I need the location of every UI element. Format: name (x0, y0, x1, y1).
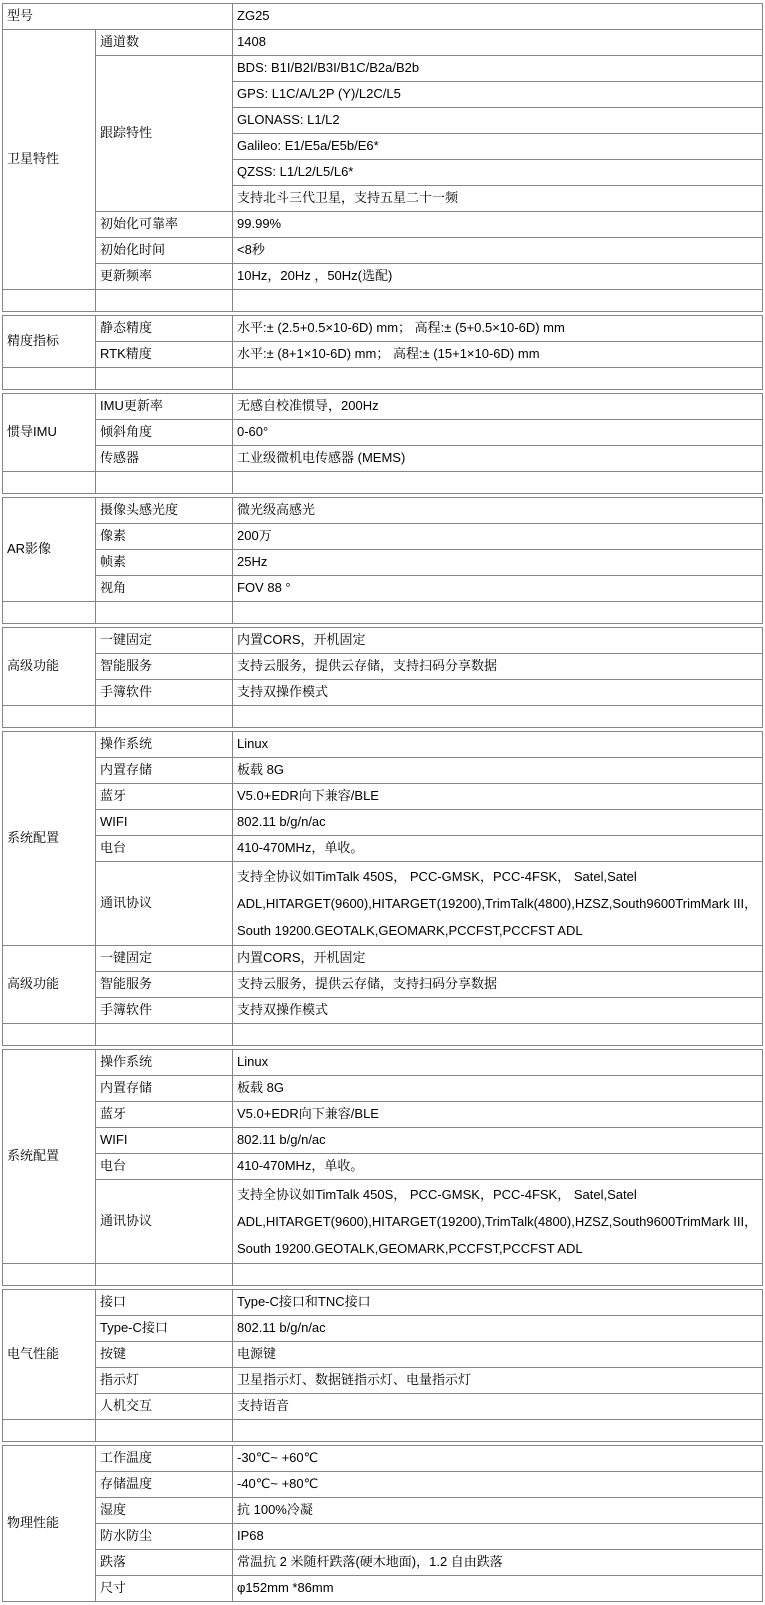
attribute-cell: 防水防尘 (96, 1524, 233, 1550)
attribute-cell: 电台 (96, 1154, 233, 1180)
value-cell: GPS: L1C/A/L2P (Y)/L2C/L5 (233, 82, 763, 108)
table-row (3, 1154, 763, 1180)
value-cell: -40℃~ +80℃ (233, 1472, 763, 1498)
spacer-cell (3, 472, 96, 494)
value-cell: QZSS: L1/L2/L5/L6* (233, 160, 763, 186)
spec-table (2, 627, 763, 728)
spacer-cell (96, 290, 233, 312)
table-row (3, 810, 763, 836)
table-row (3, 1102, 763, 1128)
attribute-cell: 蓝牙 (96, 1102, 233, 1128)
value-cell: 支持北斗三代卫星，支持五星二十一频 (233, 186, 763, 212)
value-cell: 410-470MHz，单收。 (233, 1154, 763, 1180)
attribute-cell: 视角 (96, 576, 233, 602)
table-row (3, 1368, 763, 1394)
value-cell: Galileo: E1/E5a/E5b/E6* (233, 134, 763, 160)
attribute-cell: 跌落 (96, 1550, 233, 1576)
table-row (3, 862, 763, 946)
category-cell: 电气性能 (3, 1290, 96, 1420)
attribute-cell: 手簿软件 (96, 680, 233, 706)
spacer-row (3, 1264, 763, 1286)
table-row (3, 1472, 763, 1498)
value-cell: 1408 (233, 30, 763, 56)
value-cell: -30℃~ +60℃ (233, 1446, 763, 1472)
spec-table (2, 393, 763, 494)
category-cell: AR影像 (3, 498, 96, 602)
spacer-row (3, 472, 763, 494)
spacer-row (3, 290, 763, 312)
table-row (3, 4, 763, 30)
value-cell: 板载 8G (233, 1076, 763, 1102)
value-cell: GLONASS: L1/L2 (233, 108, 763, 134)
spacer-cell (233, 1420, 763, 1442)
table-row (3, 212, 763, 238)
value-cell: 无感自校准惯导，200Hz (233, 394, 763, 420)
spacer-cell (96, 1420, 233, 1442)
value-cell: ZG25 (233, 4, 763, 30)
table-row (3, 316, 763, 342)
table-row (3, 946, 763, 972)
table-row (3, 1498, 763, 1524)
table-row (3, 420, 763, 446)
spacer-cell (233, 1264, 763, 1286)
value-cell: 支持双操作模式 (233, 998, 763, 1024)
attribute-cell: Type-C接口 (96, 1316, 233, 1342)
attribute-cell: 帧素 (96, 550, 233, 576)
table-row (3, 446, 763, 472)
attribute-cell: 一键固定 (96, 946, 233, 972)
spacer-cell (3, 1024, 96, 1046)
value-cell: 支持全协议如TimTalk 450S， PCC-GMSK，PCC-4FSK， Satel,Satel ADL,HITARGET(9600),HITARGET(19200),TrimTalk(4800),HZSZ,South9600TrimMark III，South 19200.GEOTALK,GEOMARK,PCCFST,PCCFST ADL (233, 1180, 763, 1264)
value-cell: V5.0+EDR向下兼容/BLE (233, 784, 763, 810)
value-cell: 内置CORS，开机固定 (233, 628, 763, 654)
value-cell: 99.99% (233, 212, 763, 238)
value-cell: 802.11 b/g/n/ac (233, 1128, 763, 1154)
category-cell: 高级功能 (3, 946, 96, 1024)
value-cell: 常温抗 2 米随杆跌落(硬木地面)，1.2 自由跌落 (233, 1550, 763, 1576)
table-row (3, 628, 763, 654)
spacer-cell (3, 706, 96, 728)
attribute-cell: 存储温度 (96, 1472, 233, 1498)
table-row (3, 524, 763, 550)
spacer-cell (3, 290, 96, 312)
spacer-cell (96, 706, 233, 728)
table-row (3, 1550, 763, 1576)
table-row (3, 680, 763, 706)
attribute-cell: 接口 (96, 1290, 233, 1316)
spacer-row (3, 602, 763, 624)
spacer-row (3, 368, 763, 390)
category-cell: 系统配置 (3, 732, 96, 946)
value-cell: 10Hz，20Hz ，50Hz(选配) (233, 264, 763, 290)
value-cell: FOV 88 ° (233, 576, 763, 602)
attribute-cell: WIFI (96, 810, 233, 836)
value-cell: BDS: B1I/B2I/B3I/B1C/B2a/B2b (233, 56, 763, 82)
spec-table (2, 315, 763, 390)
attribute-cell: WIFI (96, 1128, 233, 1154)
spec-table (2, 731, 763, 1046)
spacer-row (3, 1420, 763, 1442)
value-cell: 卫星指示灯、数据链指示灯、电量指示灯 (233, 1368, 763, 1394)
spacer-cell (233, 706, 763, 728)
value-cell: V5.0+EDR向下兼容/BLE (233, 1102, 763, 1128)
attribute-cell: 一键固定 (96, 628, 233, 654)
value-cell: Type-C接口和TNC接口 (233, 1290, 763, 1316)
spacer-cell (96, 472, 233, 494)
category-cell: 系统配置 (3, 1050, 96, 1264)
value-cell: 工业级微机电传感器 (MEMS) (233, 446, 763, 472)
table-row (3, 1342, 763, 1368)
value-cell: 支持全协议如TimTalk 450S， PCC-GMSK，PCC-4FSK， Satel,Satel ADL,HITARGET(9600),HITARGET(19200),TrimTalk(4800),HZSZ,South9600TrimMark III，South 19200.GEOTALK,GEOMARK,PCCFST,PCCFST ADL (233, 862, 763, 946)
table-row (3, 1394, 763, 1420)
table-row (3, 784, 763, 810)
attribute-cell: 像素 (96, 524, 233, 550)
table-row (3, 972, 763, 998)
category-cell: 高级功能 (3, 628, 96, 706)
spacer-cell (233, 602, 763, 624)
table-row (3, 56, 763, 82)
attribute-cell: 通讯协议 (96, 1180, 233, 1264)
spec-table (2, 1049, 763, 1286)
attribute-cell: 摄像头感光度 (96, 498, 233, 524)
value-cell: IP68 (233, 1524, 763, 1550)
value-cell: 抗 100%冷凝 (233, 1498, 763, 1524)
table-row (3, 394, 763, 420)
value-cell: 内置CORS，开机固定 (233, 946, 763, 972)
table-row (3, 836, 763, 862)
spec-table (2, 3, 763, 312)
attribute-cell: 倾斜角度 (96, 420, 233, 446)
value-cell: 25Hz (233, 550, 763, 576)
category-cell: 卫星特性 (3, 30, 96, 290)
spacer-cell (96, 602, 233, 624)
attribute-cell: 智能服务 (96, 654, 233, 680)
category-cell: 型号 (3, 4, 233, 30)
value-cell: 0-60° (233, 420, 763, 446)
category-cell: 精度指标 (3, 316, 96, 368)
spacer-cell (233, 368, 763, 390)
table-row (3, 30, 763, 56)
table-row (3, 1290, 763, 1316)
value-cell: 200万 (233, 524, 763, 550)
value-cell: 802.11 b/g/n/ac (233, 1316, 763, 1342)
spacer-cell (3, 1264, 96, 1286)
table-row (3, 654, 763, 680)
table-row (3, 1180, 763, 1264)
attribute-cell: 跟踪特性 (96, 56, 233, 212)
table-row (3, 1446, 763, 1472)
spec-table (2, 1289, 763, 1442)
attribute-cell: 初始化时间 (96, 238, 233, 264)
attribute-cell: 电台 (96, 836, 233, 862)
attribute-cell: RTK精度 (96, 342, 233, 368)
attribute-cell: 尺寸 (96, 1576, 233, 1602)
value-cell: φ152mm *86mm (233, 1576, 763, 1602)
spec-table (2, 497, 763, 624)
attribute-cell: 传感器 (96, 446, 233, 472)
spec-table (2, 1445, 763, 1602)
attribute-cell: 蓝牙 (96, 784, 233, 810)
table-row (3, 732, 763, 758)
value-cell: 板载 8G (233, 758, 763, 784)
value-cell: 水平:± (8+1×10-6D) mm； 高程:± (15+1×10-6D) mm (233, 342, 763, 368)
attribute-cell: 初始化可靠率 (96, 212, 233, 238)
table-row (3, 1316, 763, 1342)
value-cell: 802.11 b/g/n/ac (233, 810, 763, 836)
attribute-cell: 内置存储 (96, 1076, 233, 1102)
attribute-cell: 湿度 (96, 1498, 233, 1524)
table-row (3, 264, 763, 290)
attribute-cell: 人机交互 (96, 1394, 233, 1420)
attribute-cell: 指示灯 (96, 1368, 233, 1394)
attribute-cell: 工作温度 (96, 1446, 233, 1472)
spacer-row (3, 1024, 763, 1046)
value-cell: 微光级高感光 (233, 498, 763, 524)
table-row (3, 342, 763, 368)
attribute-cell: 智能服务 (96, 972, 233, 998)
attribute-cell: 操作系统 (96, 732, 233, 758)
attribute-cell: 通道数 (96, 30, 233, 56)
attribute-cell: 操作系统 (96, 1050, 233, 1076)
spacer-cell (96, 1264, 233, 1286)
spacer-cell (233, 472, 763, 494)
spacer-cell (3, 1420, 96, 1442)
table-row (3, 998, 763, 1024)
table-row (3, 1576, 763, 1602)
value-cell: Linux (233, 732, 763, 758)
value-cell: 支持云服务，提供云存储，支持扫码分享数据 (233, 972, 763, 998)
attribute-cell: 通讯协议 (96, 862, 233, 946)
value-cell: <8秒 (233, 238, 763, 264)
table-row (3, 1076, 763, 1102)
spacer-cell (3, 602, 96, 624)
spacer-cell (96, 368, 233, 390)
spacer-cell (96, 1024, 233, 1046)
value-cell: 410-470MHz，单收。 (233, 836, 763, 862)
value-cell: 支持云服务，提供云存储，支持扫码分享数据 (233, 654, 763, 680)
spacer-row (3, 706, 763, 728)
attribute-cell: 静态精度 (96, 316, 233, 342)
category-cell: 惯导IMU (3, 394, 96, 472)
table-row (3, 758, 763, 784)
value-cell: 水平:± (2.5+0.5×10-6D) mm； 高程:± (5+0.5×10-6D) mm (233, 316, 763, 342)
value-cell: 支持双操作模式 (233, 680, 763, 706)
attribute-cell: 更新频率 (96, 264, 233, 290)
attribute-cell: 内置存储 (96, 758, 233, 784)
category-cell: 物理性能 (3, 1446, 96, 1602)
table-row (3, 550, 763, 576)
table-row (3, 576, 763, 602)
spacer-cell (3, 368, 96, 390)
attribute-cell: 按键 (96, 1342, 233, 1368)
spacer-cell (233, 1024, 763, 1046)
value-cell: Linux (233, 1050, 763, 1076)
table-row (3, 1524, 763, 1550)
table-row (3, 238, 763, 264)
table-row (3, 498, 763, 524)
value-cell: 电源键 (233, 1342, 763, 1368)
attribute-cell: IMU更新率 (96, 394, 233, 420)
spacer-cell (233, 290, 763, 312)
value-cell: 支持语音 (233, 1394, 763, 1420)
table-row (3, 1050, 763, 1076)
attribute-cell: 手簿软件 (96, 998, 233, 1024)
table-row (3, 1128, 763, 1154)
